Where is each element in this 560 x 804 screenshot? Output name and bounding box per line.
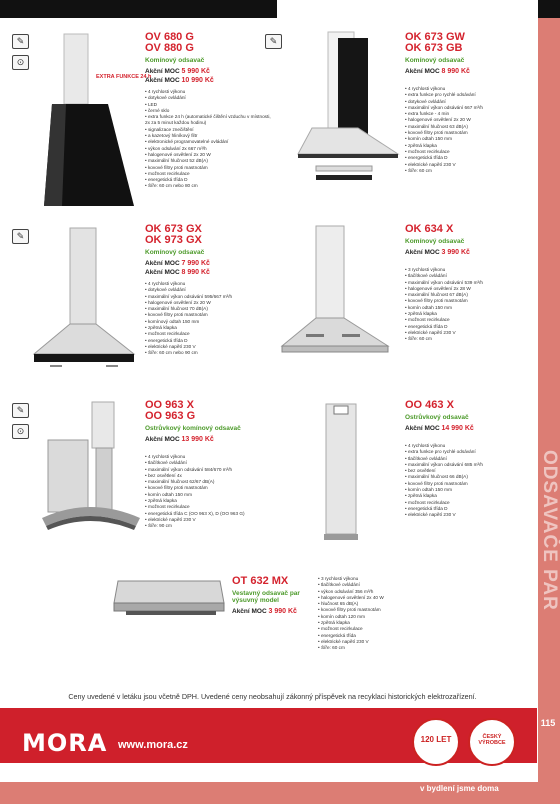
spec-list: • 4 rychlosti výkonu • dotykové ovládání • LED • černé sklo • extra funkce 24 h (automatické čištění vzduchu v místnosti, 2x za 5 minut každou hodinu) • signalizace znečištění • a kazetový hliníkový filtr • elektronické programovatelné ovládání • výkon odsávání 2x 667 m³/h • halogenové osvětlení 2x 20 W • maximální hlučnost 52 dB(A) • kovové filtry proti mastnotám • možnost recirkulace • energetická třída D • Šíře: 60 cm nebo 80 cm — [145, 89, 275, 190]
extra-badge: EXTRA FUNKCE 24 h — [96, 74, 152, 80]
feature-icon: ⊙ — [12, 55, 29, 70]
product-card-ok673gx — [145, 224, 275, 357]
mora-logo: MORA — [22, 729, 108, 757]
hood-image-oo963x — [36, 400, 144, 550]
spec-list: • 3 rychlosti výkonu • tlačítkové ovládání • maximální výkon odsávání 539 m³/h • halogenové osvětlení 2x 28 W • maximální hlučnost 67 dB(A) • kovové filtry proti mastnotám • komín odtah 150 mm • zpětná klapka • možnost recirkulace • energetická třída D • elektrické napětí 230 V • Šíře: 60 cm — [405, 267, 533, 343]
czech-producer-seal: ČESKÝ VÝROBCE — [468, 718, 516, 766]
product-title: OK 973 GX — [145, 234, 202, 246]
product-title: OK 673 GW — [405, 31, 465, 43]
hood-image-ok634x — [276, 224, 394, 364]
product-type: Ostrůvkový odsavač — [405, 414, 469, 421]
hood-image-ov680 — [42, 30, 137, 210]
product-title: OT 632 MX — [232, 575, 289, 587]
price-line: Akční MOC 3 990 Kč — [405, 249, 470, 256]
price-line: Akční MOC 5 990 Kč — [145, 68, 210, 75]
hood-image-oo463x — [310, 400, 370, 550]
website-link[interactable]: www.mora.cz — [118, 739, 188, 751]
product-card-oo963x — [145, 400, 275, 530]
price-line: Akční MOC 10 990 Kč — [145, 77, 214, 84]
top-black-bar — [0, 0, 277, 18]
feature-icon: ✎ — [12, 403, 29, 418]
spec-list: • 4 rychlosti výkonu • tlačítkové ovládání • maximální výkon odsávání 584/670 m³/h • bez osvětlení 4x • maximální hlučnost 62/67 dB(A) • kovové filtry proti mastnotám • komín odtah 150 mm • zpětná klapka • možnost recirkulace • energetická třída C (OO 963 X), D (OO 963 G) • elektrické napětí 230 V • Šíře: 90 cm — [145, 454, 275, 530]
product-type: Komínový odsavač — [405, 238, 465, 245]
product-type: Komínový odsavač — [145, 57, 205, 64]
product-type: Vestavný odsavač par výsuvný model — [232, 590, 300, 604]
product-title: OO 963 X — [145, 399, 194, 411]
product-title: OV 880 G — [145, 42, 194, 54]
feature-icon: ✎ — [12, 34, 29, 49]
price-line: Akční MOC 8 990 Kč — [145, 269, 210, 276]
feature-icon: ⊙ — [12, 424, 29, 439]
product-title: OK 673 GB — [405, 42, 463, 54]
price-note: Ceny uvedené v letáku jsou včetně DPH. Uvedené ceny neobsahují zákonný příspěvek na recyklaci historických elektrozařízení. — [68, 692, 477, 701]
product-type: Ostrůvkový komínový odsavač — [145, 425, 241, 432]
spec-list: • 4 rychlosti výkonu • dotykové ovládání • maximální výkon odsávání 595/667 m³/h • halogenové osvětlení 2x 20 W • maximální hlučnost 70 dB(A) • kovové filtry proti mastnotám • komínový odtah 150 mm • zpětná klapka • možnost recirkulace • energetická třída D • elektrické napětí 230 V • Šíře: 60 cm nebo 90 cm — [145, 281, 275, 357]
product-title: OK 673 GX — [145, 223, 202, 235]
product-title: OV 680 G — [145, 31, 194, 43]
product-type: Komínový odsavač — [145, 249, 205, 256]
spec-list: • 3 rychlosti výkonu • tlačítkové ovládání • výkon odsávání 356 m³/h • halogenové osvětlení 2x 40 W • hlučnost 65 dB(A) • kovové filtry proti mastnotám • komín odtah 120 mm • zpětná klapka • možnost recirkulace • energetická třída • elektrické napětí 230 V • Šíře: 60 cm — [318, 576, 408, 652]
price-line: Akční MOC 13 990 Kč — [145, 436, 214, 443]
hood-image-ot632mx — [112, 575, 228, 623]
product-card-ot632mx — [232, 576, 314, 616]
price-line: Akční MOC 14 990 Kč — [405, 425, 474, 432]
product-card-ov680 — [145, 32, 275, 190]
price-line: Akční MOC 7 990 Kč — [145, 260, 210, 267]
price-line: Akční MOC 8 990 Kč — [405, 68, 470, 75]
anniversary-seal: 120 LET — [412, 718, 460, 766]
spec-list: • 4 rychlosti výkonu • extra funkce pro rychlé odsávání • tlačítkové ovládání • maximální výkon odsávání 685 m³/h • bez osvětlení • maximální hlučnost 66 dB(A) • kovové filtry proti mastnotám • komín odtah 150 mm • zpětná klapka • možnost recirkulace • energetická třída D • elektrické napětí 230 V — [405, 443, 533, 519]
feature-icon: ✎ — [265, 34, 282, 49]
tagline: v bydlení jsme doma — [420, 784, 499, 793]
product-title: OO 463 X — [405, 399, 454, 411]
product-card-oo463x — [405, 400, 533, 519]
product-type: Komínový odsavač — [405, 57, 465, 64]
feature-icon: ✎ — [12, 229, 29, 244]
price-line: Akční MOC 3 990 Kč — [232, 608, 297, 615]
product-title: OO 963 G — [145, 410, 196, 422]
sidebar-title: ODSAVAČE PAR — [539, 449, 560, 611]
spec-list: • 4 rychlosti výkonu • extra funkce pro rychlé odsávání • dotykové ovládání • maximální výkon odsávání 667 m³/h • extra funkce - 4 min • halogenové osvětlení 2x 20 W • maximální hlučnost 63 dB(A) • kovové filtry proti mastnotám • komín odtah 150 mm • zpětná klapka • možnost recirkulace • energetická třída D • elektrické napětí 230 V • Šíře: 60 cm — [405, 86, 533, 174]
product-card-ok634x — [405, 224, 533, 343]
page-number: 115 — [540, 718, 556, 728]
hood-image-ok673gw — [288, 30, 403, 190]
product-title: OK 634 X — [405, 223, 454, 235]
hood-image-ok673gx — [30, 226, 140, 376]
sidebar-top-block — [538, 0, 560, 18]
product-card-ok673gw — [405, 32, 533, 174]
